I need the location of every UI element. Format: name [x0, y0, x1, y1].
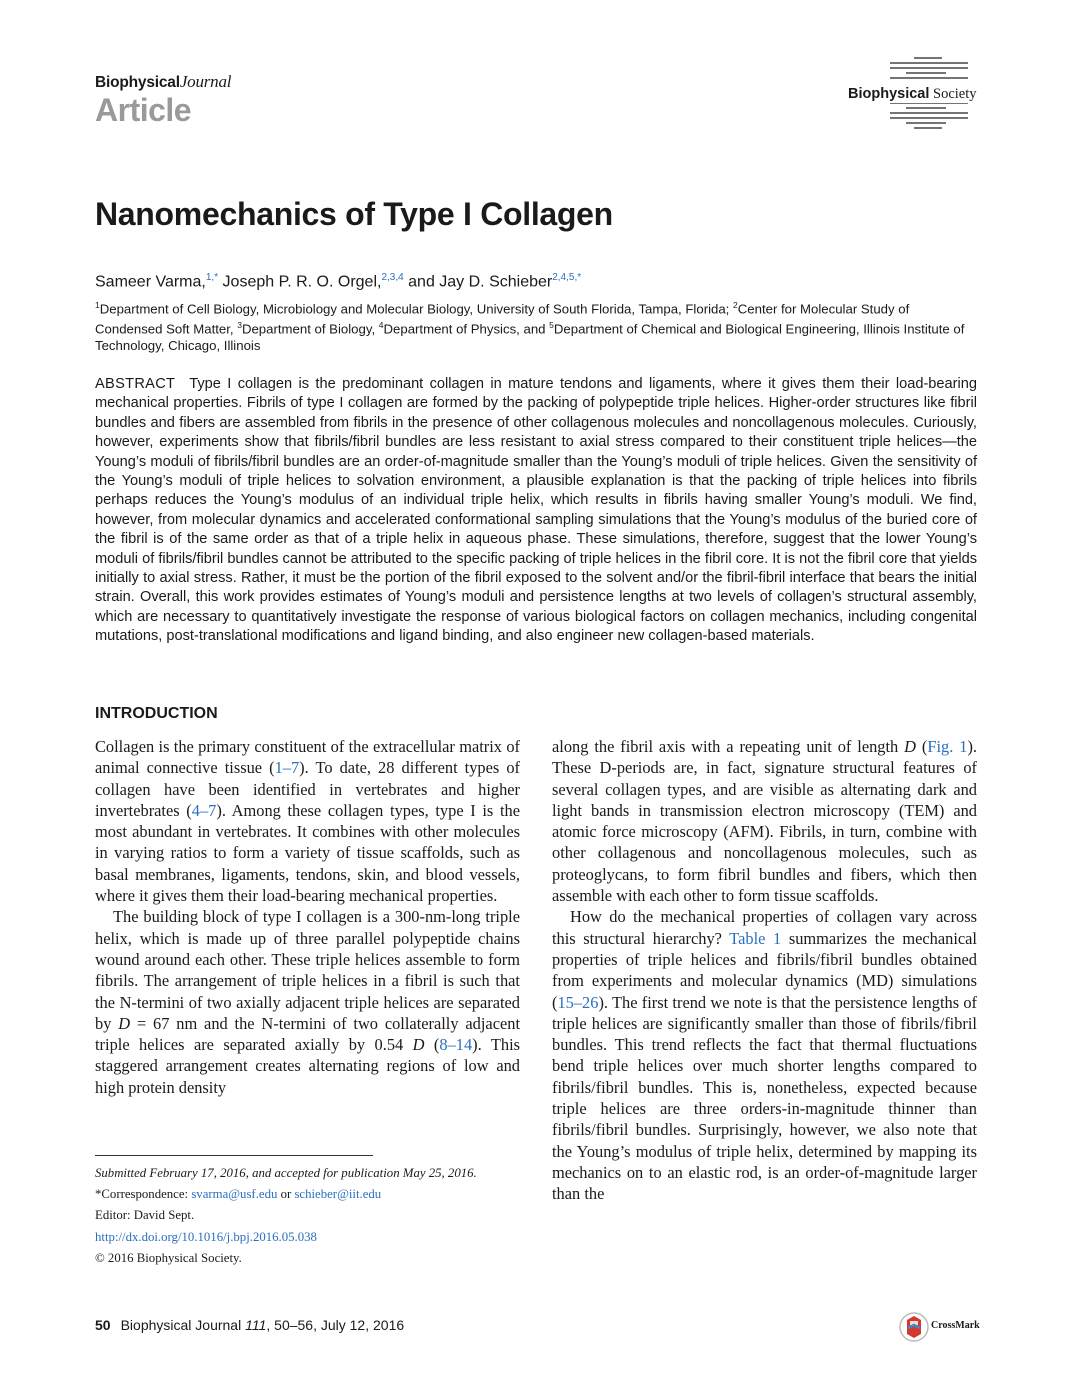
table-link[interactable]: Table 1 — [729, 928, 782, 948]
editor-note: Editor: David Sept. — [95, 1208, 195, 1223]
affiliation-marker: 1 — [95, 300, 100, 310]
affiliation-text: Department of Chemical and Biological Engineering, Illinois Institute of Technology, Chicago, Illinois — [95, 321, 965, 353]
email-link[interactable]: svarma@usf.edu — [191, 1187, 278, 1202]
citation-link[interactable]: 4–7 — [191, 800, 217, 820]
page-number: 50 — [95, 1317, 111, 1333]
affiliation-marker: 2 — [733, 300, 738, 310]
paragraph — [95, 906, 520, 1098]
paper-title: Nanomechanics of Type I Collagen — [95, 196, 613, 232]
author-affiliation-link[interactable]: 1,* — [205, 272, 219, 283]
text-run: or — [277, 1187, 295, 1202]
text-run: ). The first trend we note is that the persistence lengths of triple helices are significantly smaller than those of fibrils/fibril bundles. This trend reflects the fact that thermal fluctuations bend triple helices over much shorter lengths compared to fibrils/fibril bundles. This is, nonetheless, expected because triple helices are three orders-in-magnitude thinner than fibrils/fibril bundles. Surprisingly, however, we also note that the Young’s modulus of triple helix, determined by mapping its mechanics on to an elastic rod, is an order-of-magnitude larger than the — [552, 992, 977, 1204]
citation-link[interactable]: 8–14 — [439, 1035, 473, 1055]
paragraph — [552, 906, 977, 1204]
body-column-left — [95, 736, 520, 1098]
correspondence-label: *Correspondence: — [95, 1187, 192, 1202]
affiliation-text: Department of Cell Biology, Microbiology and Molecular Biology, University of South Florida, Tampa, Florida; — [99, 301, 734, 317]
author-name: and Jay D. Schieber — [408, 273, 553, 291]
paragraph — [95, 736, 520, 906]
author-affiliation-link[interactable]: 2,4,5,* — [552, 272, 582, 283]
copyright-note: © 2016 Biophysical Society. — [95, 1250, 242, 1265]
text-run: The building block of type I collagen is a 300-nm-long triple helix, which is made up of three parallel polypeptide chains wound around each other. These triple helices assemble to form fibrils. The arrangement of triple helices in a fibril is such that the N-termini of two axially adjacent triple helices are separated by — [95, 907, 520, 1033]
text-run: along the fibril axis with a repeating unit of length — [552, 737, 905, 756]
affiliation-marker: 4 — [378, 320, 384, 331]
society-name-bold: Biophysical — [848, 86, 930, 102]
citation-link[interactable]: 1–7 — [274, 758, 300, 778]
affiliation-marker: 5 — [549, 320, 554, 331]
math-symbol: D — [904, 737, 916, 756]
figure-link[interactable]: Fig. 1 — [927, 737, 968, 756]
text-run: summarizes the mechanical properties of triple helices and fibrils/fibril bundles obtained from experiments and molecular dynamics (MD) simulations ( — [552, 928, 977, 1012]
text-run: ( — [424, 1035, 440, 1055]
author-name: Joseph P. R. O. Orgel, — [222, 273, 382, 291]
crossmark-label[interactable]: CrossMark — [931, 1320, 980, 1331]
section-heading-introduction: INTRODUCTION — [95, 705, 218, 722]
text-run: ). This staggered arrangement creates alternating regions of low and high protein density — [95, 1035, 520, 1097]
footer-volume: 111 — [245, 1317, 267, 1333]
text-run: Collagen is the primary constituent of the extracellular matrix of animal connective tissue ( — [95, 737, 520, 778]
author-list — [95, 272, 581, 291]
submission-dates: Submitted February 17, 2016, and accepted for publication May 25, 2016. — [95, 1166, 477, 1180]
journal-brand-name: Biophysical — [95, 74, 180, 91]
math-symbol: D — [118, 1013, 131, 1033]
text-run: How do the mechanical properties of collagen vary across this structural hierarchy? — [552, 907, 977, 948]
email-link[interactable]: schieber@iit.edu — [294, 1187, 382, 1202]
journal-brand — [95, 72, 231, 92]
doi-link[interactable]: http://dx.doi.org/10.1016/j.bpj.2016.05.038 — [95, 1229, 317, 1244]
text-run: ). To date, 28 different types of collagen have been identified in vertebrates and higher invertebrates ( — [95, 758, 520, 820]
text-run: ). Among these collagen types, type I is the most abundant in vertebrates. It combines with other molecules in varying ratios to form a variety of tissue scaffolds, such as basal membranes, ligaments, tendons, skin, and blood vessels, where it gives them their load-bearing mechanical properties. — [95, 800, 520, 906]
text-run: ( — [916, 737, 928, 756]
author-name: Sameer Varma, — [95, 273, 206, 291]
text-run: = 67 nm and the N-termini of two collaterally adjacent triple helices are separated axially by 0.54 — [95, 1013, 521, 1055]
author-affiliation-link[interactable]: 2,3,4 — [381, 272, 404, 283]
journal-brand-italic: Journal — [179, 72, 232, 91]
affiliations — [95, 297, 980, 354]
footer-journal: Biophysical Journal — [120, 1317, 246, 1333]
affiliation-text: Department of Biology, — [241, 321, 379, 337]
footnotes — [95, 1163, 477, 1269]
text-run: ). These D-periods are, in fact, signature structural features of several collagen types, and are visible as alternating dark and light bands in transmission electron microscopy (TEM) and atomic force microscopy (AFM). Fibrils, in turn, combine with other collagenous and noncollagenous molecules, such as proteoglycans, to form fibril bundles and fibers, which then assemble with each other to form tissue scaffolds. — [552, 737, 977, 906]
citation-link[interactable]: 15–26 — [557, 992, 599, 1012]
affiliation-text: Center for Molecular Study of Condensed Soft Matter, — [95, 301, 910, 337]
abstract-text: Type I collagen is the predominant collagen in mature tendons and ligaments, where it gives them their load-bearing mechanical properties. Fibrils of type I collagen are formed by the packing of polypeptide triple helices. Higher-order structures like fibril bundles and fibers are assembled from fibrils in the presence of other collagenous molecules and noncollagenous molecules. Curiously, however, experiments show that fibrils/fibril bundles are less resistant to axial stress compared to their constituent triple helices—the Young’s moduli of fibrils/fibril bundles are an order-of-magnitude smaller than the Young’s moduli of triple helices. Given the sensitivity of the Young’s moduli of triple helices to solvation environment, a plausible explanation is that the packing of triple helices into fibrils perhaps reduces the Young’s modulus of an individual triple helix, which results in fibrils having smaller Young’s moduli. We find, however, from molecular dynamics and accelerated conformational sampling simulations that the Young’s modulus of the buried core of the fibril is of the same order as that of a triple helix in aqueous phase. These simulations, therefore, suggest that the lower Young’s moduli of fibrils/fibril bundles cannot be attributed to the specific packing of triple helices in the fibril core. It is not the fibril core that yields initially to axial stress. Rather, it must be the portion of the fibril exposed to the solvent and/or the fibril-fibril interface that bears the initial strain. Overall, this work provides estimates of Young’s moduli and persistence lengths at two levels of collagen’s structural assembly, which are necessary to quantitatively investigate the response of various biological factors on collagen mechanics, including congenital mutations, post-translational modifications and ligand binding, and also engineer new collagen-based materials. — [95, 376, 977, 645]
affiliation-text: Department of Physics, and — [383, 321, 550, 337]
paragraph — [552, 736, 977, 906]
footnote-divider — [95, 1155, 373, 1156]
footer-pages-date: , 50–56, July 12, 2016 — [266, 1317, 405, 1333]
body-column-right — [552, 736, 977, 1205]
society-name — [848, 86, 980, 103]
math-symbol: D — [412, 1035, 425, 1055]
society-name-rest: Society — [933, 86, 977, 102]
abstract — [95, 375, 977, 647]
abstract-label: ABSTRACT — [95, 376, 176, 392]
affiliation-marker: 3 — [237, 320, 242, 331]
article-type-label: Article — [95, 92, 192, 128]
page-footer — [95, 1317, 404, 1333]
